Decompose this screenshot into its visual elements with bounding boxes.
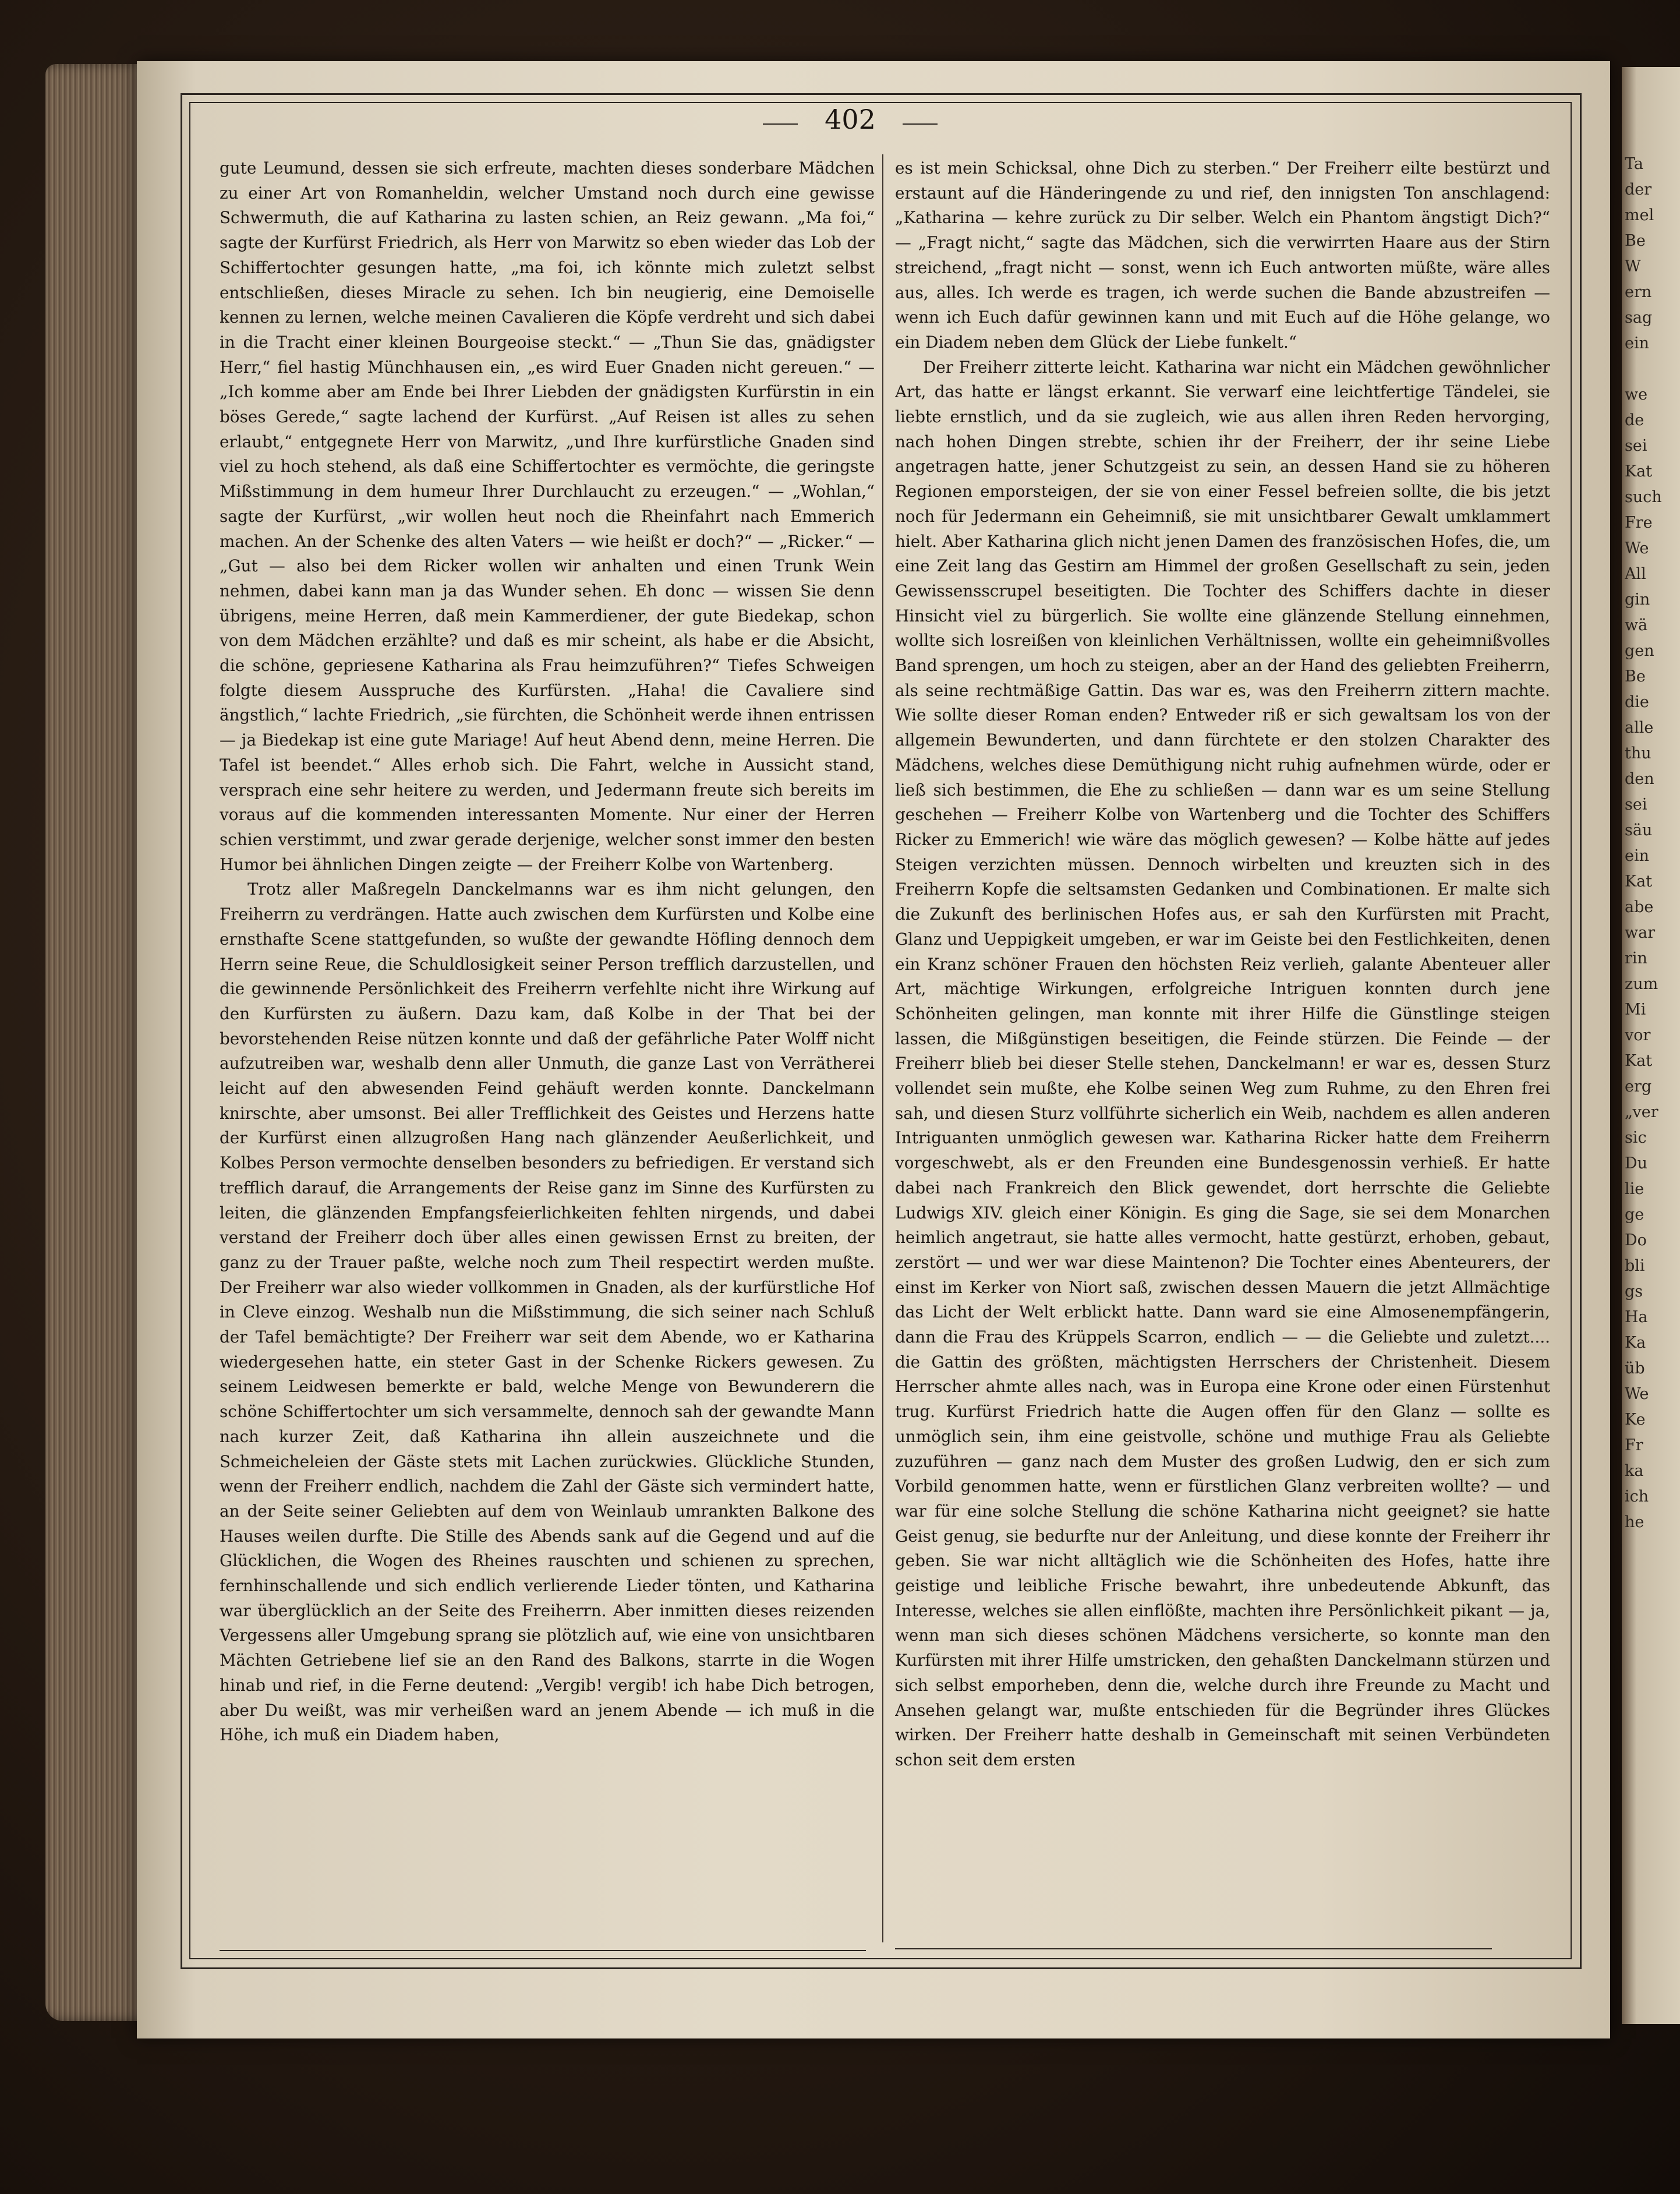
footer-rule-right bbox=[895, 1948, 1492, 1949]
right-text-column bbox=[895, 156, 1550, 1938]
adjacent-page-fragment: Ha bbox=[1625, 1308, 1648, 1326]
adjacent-page-fragment: Be bbox=[1625, 667, 1646, 686]
adjacent-page-fragment: We bbox=[1625, 1385, 1649, 1403]
header-rule-right bbox=[903, 123, 938, 125]
adjacent-page-fragment: üb bbox=[1625, 1359, 1645, 1377]
adjacent-page-fragment: erg bbox=[1625, 1077, 1652, 1096]
header-rule-left bbox=[763, 123, 798, 125]
adjacent-page-fragment: alle bbox=[1625, 719, 1654, 737]
adjacent-page-fragment: Kat bbox=[1625, 872, 1653, 891]
adjacent-page-fragment: sei bbox=[1625, 796, 1647, 814]
adjacent-page-fragment: ich bbox=[1625, 1488, 1649, 1506]
adjacent-page-fragment: We bbox=[1625, 539, 1649, 557]
left-text-column bbox=[220, 156, 875, 1938]
adjacent-page-fragment: zum bbox=[1625, 975, 1658, 993]
adjacent-page-text bbox=[1625, 151, 1680, 1840]
book-page-edges bbox=[45, 64, 150, 2021]
adjacent-page-fragment: der bbox=[1625, 181, 1652, 199]
adjacent-page-fragment: Ka bbox=[1625, 1334, 1646, 1352]
adjacent-page-fragment: Ta bbox=[1625, 155, 1644, 173]
page-number: 402 bbox=[825, 104, 876, 135]
adjacent-page-fragment: sag bbox=[1625, 309, 1653, 327]
adjacent-page-fragment: gen bbox=[1625, 642, 1654, 660]
column-divider bbox=[882, 154, 883, 1942]
adjacent-page-fragment: wä bbox=[1625, 616, 1648, 634]
right-paragraph-2: Der Freiherr zitterte leicht. Katharina war nicht ein Mädchen gewöhnlicher Art, das hatte er längst erkannt. Sie verwarf eine leichtfertige Tändelei, sie liebte ernstlich, und da sie zugleich, wie aus allen ihren Reden hervorging, nach hohen Dingen strebte, schien ihr der Freiherr, der ihr seine Liebe angetragen hatte, jener Schutzgeist zu sein, an dessen Hand sie zu höheren Regionen emporsteigen, der sie von einer Fessel befreien sollte, die bis jetzt noch für Jedermann ein Geheimniß, sie mit unsichtbarer Gewalt umklammert hielt. Aber Katharina glich nicht jenen Damen des französischen Hofes, die, um eine Zeit lang das Gestirn am Himmel der großen Gesellschaft zu sein, jeden Gewissensscrupel beseitigten. Die Tochter des Schiffers dachte in dieser Hinsicht viel zu bürgerlich. Sie wollte eine glänzende Stellung einnehmen, wollte sich losreißen von kleinlichen Verhältnissen, wollte ein geheimnißvolles Band sprengen, um hoch zu steigen, aber an der Hand des geliebten Freiherrn, als seine rechtmäßige Gattin. Das war es, was den Freiherrn zittern machte. Wie sollte dieser Roman enden? Entweder riß er sich gewaltsam los von der allgemein Bewunderten, und dann fürchtete er den stolzen Charakter des Mädchens, welches diese Demüthigung nicht ruhig aufnehmen würde, oder er ließ sich bestimmen, die Ehe zu schließen — dann war es um seine Stellung geschehen — Freiherr Kolbe von Wartenberg und die Tochter des Schiffers Ricker zu Emmerich! wie wäre das möglich gewesen? — Kolbe hätte auf jedes Steigen verzichten müssen. Dennoch wirbelten und kreuzten sich in des Freiherrn Kopfe die seltsamsten Gedanken und Combinationen. Er malte sich die Zukunft des berlinischen Hofes aus, er sah den Kurfürsten mit Pracht, Glanz und Ueppigkeit umgeben, er war im Geiste bei den Festlichkeiten, denen ein Kranz schöner Frauen den höchsten Reiz verlieh, galante Abenteuer aller Art, mächtige Wirkungen, erfolgreiche Intriguen konnten durch jene Schönheiten gelingen, man konnte mit ihrer Hilfe die Günstlinge steigen lassen, die Mißgünstigen beseitigen, die Feinde stürzen. Die Feinde — der Freiherr blieb bei dieser Stelle stehen, Danckelmann! er war es, dessen Sturz vollendet sein mußte, ehe Kolbe seinen Weg zum Ruhme, zu den Ehren frei sah, und diesen Sturz vollführte sicherlich ein Weib, nachdem es allen anderen Intriguanten unmöglich gewesen war. Katharina Ricker hatte dem Freiherrn vorgeschwebt, als er den Freunden eine Bundesgenossin verhieß. Er hatte dabei nach Frankreich den Blick gewendet, dort herrschte die Geliebte Ludwigs XIV. gleich einer Königin. Es ging die Sage, sie sei dem Monarchen heimlich angetraut, sie hatte alles vermocht, hatte gestürzt, erhoben, gebaut, zerstört — und wer war diese Maintenon? Die Tochter eines Abenteurers, der einst im Kerker von Niort saß, zwischen dessen Mauern die jetzt Allmächtige das Licht der Welt erblickt hatte. Dann ward sie eine Almosenempfängerin, dann die Frau des Krüppels Scarron, endlich — — die Geliebte und zuletzt.... die Gattin des größten, mächtigsten Herrschers der Christenheit. Diesem Herrscher ahmte alles nach, was in Europa eine Krone oder einen Fürstenhut trug. Kurfürst Friedrich hatte die Augen offen für den Glanz — sollte es unmöglich sein, ihm eine geistvolle, schöne und muthige Frau als Geliebte zuzuführen — ganz nach dem Muster des großen Ludwig, den er sich zum Vorbild genommen hatte, wenn er fürstlichen Glanz verbreiten wollte? — und war für eine solche Stellung die schöne Katharina nicht geeignet? sie hatte Geist genug, sie bedurfte nur der Anleitung, und diese konnte der Freiherr ihr geben. Sie war nicht alltäglich wie die Schönheiten des Hofes, hatte ihre geistige und leibliche Frische bewahrt, ihre unbedeutende Abkunft, das Interesse, welches sie allen einflößte, machten ihre Persönlichkeit pikant — ja, wenn man sich dieses schönen Mädchens versicherte, so konnte man den Kurfürsten mit ihrer Hilfe umstricken, den gehaßten Danckelmann stürzen und sich selbst emporheben, denn die, welche durch ihre Freunde zu Macht und Ansehen gelangt war, mußte entschieden für die Begründer ihres Glückes wirken. Der Freiherr hatte deshalb in Gemeinschaft mit seinen Verbündeten schon seit dem ersten bbox=[895, 357, 1550, 1769]
adjacent-page-fragment: lie bbox=[1625, 1180, 1644, 1198]
adjacent-page-fragment: thu bbox=[1625, 744, 1651, 762]
adjacent-page-fragment: den bbox=[1625, 770, 1654, 788]
adjacent-page-fragment: W bbox=[1625, 257, 1641, 275]
adjacent-page-fragment: war bbox=[1625, 924, 1656, 942]
adjacent-page-fragment: mel bbox=[1625, 206, 1654, 224]
adjacent-page-fragment: Do bbox=[1625, 1231, 1647, 1249]
adjacent-page-fragment: ern bbox=[1625, 283, 1652, 301]
adjacent-page-fragment: gin bbox=[1625, 591, 1650, 609]
adjacent-page-fragment: sic bbox=[1625, 1129, 1647, 1147]
adjacent-page-fragment: bli bbox=[1625, 1257, 1645, 1275]
adjacent-page-fragment: abe bbox=[1625, 898, 1654, 916]
adjacent-page-fragment: Fr bbox=[1625, 1436, 1643, 1454]
footer-rule-left bbox=[220, 1950, 866, 1951]
adjacent-page-fragment: ge bbox=[1625, 1206, 1644, 1224]
right-paragraph-1: es ist mein Schicksal, ohne Dich zu sterben.“ Der Freiherr eilte bestürzt und erstaunt auf die Händeringende zu und rief, den innigsten Ton anschlagend: „Katharina — kehre zurück zu Dir selber. Welch ein Phantom ängstigt Dich?“ — „Fragt nicht,“ sagte das Mädchen, sich die verwirrten Haare aus der Stirn streichend, „fragt nicht — sonst, wenn ich Euch antworten müßte, wäre alles aus, alles. Ich werde es tragen, ich werde suchen die Bande abzustreifen — wenn ich Euch dafür gewinnen kann und mit Euch auf die Höhe gelange, wo ein Diadem neben dem Glück der Liebe funkelt.“ bbox=[895, 158, 1550, 352]
left-paragraph-1: gute Leumund, dessen sie sich erfreute, machten dieses sonderbare Mädchen zu einer Art von Romanheldin, welcher Umstand noch durch eine gewisse Schwermuth, die auf Katharina zu lasten schien, an Reiz gewann. „Ma foi,“ sagte der Kurfürst Friedrich, als Herr von Marwitz so eben wieder das Lob der Schiffertochter gesungen hatte, „ma foi, ich könnte mich zuletzt selbst entschließen, dieses Miracle zu sehen. Ich bin neugierig, eine Demoiselle kennen zu lernen, welche meinen Cavalieren die Köpfe verdreht und sich dabei in die Tracht einer kleinen Bourgeoise steckt.“ — „Thun Sie das, gnädigster Herr,“ fiel hastig Münchhausen ein, „es wird Euer Gnaden nicht gereuen.“ — „Ich komme aber am Ende bei Ihrer Liebden der gnädigsten Kurfürstin in ein böses Gerede,“ sagte lachend der Kurfürst. „Auf Reisen ist alles zu sehen erlaubt,“ entgegnete Herr von Marwitz, „und Ihre kurfürstliche Gnaden sind viel zu hoch stehend, als daß eine Schiffertochter es vermöchte, die geringste Mißstimmung in dem humeur Ihrer Durchlaucht zu erzeugen.“ — „Wohlan,“ sagte der Kurfürst, „wir wollen heut noch die Rheinfahrt nach Emmerich machen. An der Schenke des alten Vaters — wie heißt er doch?“ — „Ricker.“ — „Gut — also bei dem Ricker wollen wir anhalten und einen Trunk Wein nehmen, dabei kann man ja das Wunder sehen. Eh donc — wissen Sie denn übrigens, meine Herren, daß mein Kammerdiener, der gute Biedekap, schon von dem Mädchen erzählte? und daß es mir scheint, als habe er die Absicht, die schöne, gepriesene Katharina als Frau heimzuführen?“ Tiefes Schweigen folgte diesem Ausspruche des Kurfürsten. „Haha! die Cavaliere sind ängstlich,“ lachte Friedrich, „sie fürchten, die Schönheit werde ihnen entrissen — ja Biedekap ist eine gute Mariage! Auf heut Abend denn, meine Herren. Die Tafel ist beendet.“ Alles erhob sich. Die Fahrt, welche in Aussicht stand, versprach eine sehr heitere zu werden, und Jedermann freute sich bereits im voraus auf die kommenden interessanten Momente. Nur einer der Herren schien verstimmt, und zwar gerade derjenige, welcher sonst immer den besten Humor bei ähnlichen Dingen zeigte — der Freiherr Kolbe von Wartenberg. bbox=[220, 158, 875, 874]
adjacent-page-fragment: sei bbox=[1625, 437, 1647, 455]
adjacent-page-fragment: de bbox=[1625, 411, 1644, 429]
adjacent-page-fragment: Mi bbox=[1625, 1001, 1646, 1019]
adjacent-page-fragment: ein bbox=[1625, 847, 1650, 865]
adjacent-page-fragment: Du bbox=[1625, 1154, 1648, 1172]
adjacent-page-fragment: säu bbox=[1625, 821, 1653, 839]
adjacent-page-fragment: Kat bbox=[1625, 1052, 1653, 1070]
adjacent-page-fragment: vor bbox=[1625, 1026, 1651, 1044]
adjacent-page-fragment: Kat bbox=[1625, 462, 1653, 481]
adjacent-page-fragment: such bbox=[1625, 488, 1662, 506]
left-paragraph-2: Trotz aller Maßregeln Danckelmanns war es ihm nicht gelungen, den Freiherrn zu verdrängen. Hatte auch zwischen dem Kurfürsten und Kolbe eine ernsthafte Scene stattgefunden, so wußte der gewandte Höfling dennoch dem Herrn seine Reue, die Schuldlosigkeit seiner Person trefflich darzustellen, und die gewinnende Persönlichkeit des Freiherrn verfehlte nicht ihre Wirkung auf den Kurfürsten zu äußern. Dazu kam, daß Kolbe in der That bei der bevorstehenden Reise nützen konnte und daß der gefährliche Pater Wolff nicht aufzutreiben war, weshalb denn aller Unmuth, die ganze Last von Verrätherei leicht auf den abwesenden Feind gehäuft werden konnte. Danckelmann knirschte, aber umsonst. Bei aller Trefflichkeit des Geistes und Herzens hatte der Kurfürst einen allzugroßen Hang nach glänzender Aeußerlichkeit, und Kolbes Person vermochte denselben besonders zu befriedigen. Er verstand sich trefflich darauf, die Arrangements der Reise ganz im Sinne des Kurfürsten zu leiten, die glänzenden Empfangsfeierlichkeiten fehlten nirgends, und dabei verstand der Freiherr doch über alles einen gewissen Ernst zu breiten, der ganz zu der Trauer paßte, welche noch zum Theil respectirt werden mußte. Der Freiherr war also wieder vollkommen in Gnaden, als der kurfürstliche Hof in Cleve einzog. Weshalb nun die Mißstimmung, die sich seiner nach Schluß der Tafel bemächtigte? Der Freiherr war seit dem Abende, wo er Katharina wiedergesehen hatte, ein steter Gast in der Schenke Rickers gewesen. Zu seinem Leidwesen bemerkte er bald, welche Menge von Bewunderern die schöne Schiffertochter um sich versammelte, dennoch sah der gewandte Mann nach kurzer Zeit, daß Katharina ihn allein auszeichnete und die Schmeicheleien der Gäste stets mit Lachen zurückwies. Glückliche Stunden, wenn der Freiherr endlich, nachdem die Zahl der Gäste sich vermindert hatte, an der Seite seiner Geliebten auf dem von Weinlaub umrankten Balkone des Hauses weilen durfte. Die Stille des Abends sank auf die Gegend und auf die Glücklichen, die Wogen des Rheines rauschten und schienen zu sprechen, fernhinschallende und sich endlich verlierende Lieder tönten, und Katharina war überglücklich an der Seite des Freiherrn. Aber inmitten dieses reizenden Vergessens aller Umgebung sprang sie plötzlich auf, wie eine von unsichtbaren Mächten Getriebene lief sie an den Rand des Balkons, starrte in die Wogen hinab und rief, in die Ferne deutend: „Vergib! vergib! ich habe Dich betrogen, aber Du weißt, was mir verheißen ward an jenem Abende — ich muß in die Höhe, ich muß ein Diadem haben, bbox=[220, 879, 875, 1745]
adjacent-page-fragment: Ke bbox=[1625, 1411, 1646, 1429]
adjacent-page-fragment: „ver bbox=[1625, 1103, 1658, 1121]
adjacent-page-fragment: he bbox=[1625, 1513, 1644, 1531]
adjacent-page-fragment: ka bbox=[1625, 1462, 1644, 1480]
adjacent-page-fragment: All bbox=[1625, 565, 1646, 583]
adjacent-page-fragment bbox=[1625, 356, 1680, 382]
adjacent-page-fragment: rin bbox=[1625, 949, 1647, 967]
adjacent-page-fragment: gs bbox=[1625, 1283, 1643, 1301]
adjacent-page-fragment: we bbox=[1625, 386, 1648, 404]
adjacent-page-fragment: ein bbox=[1625, 334, 1650, 352]
adjacent-page-fragment: die bbox=[1625, 693, 1649, 711]
adjacent-page-fragment: Be bbox=[1625, 232, 1646, 250]
adjacent-page-fragment: Fre bbox=[1625, 514, 1653, 532]
